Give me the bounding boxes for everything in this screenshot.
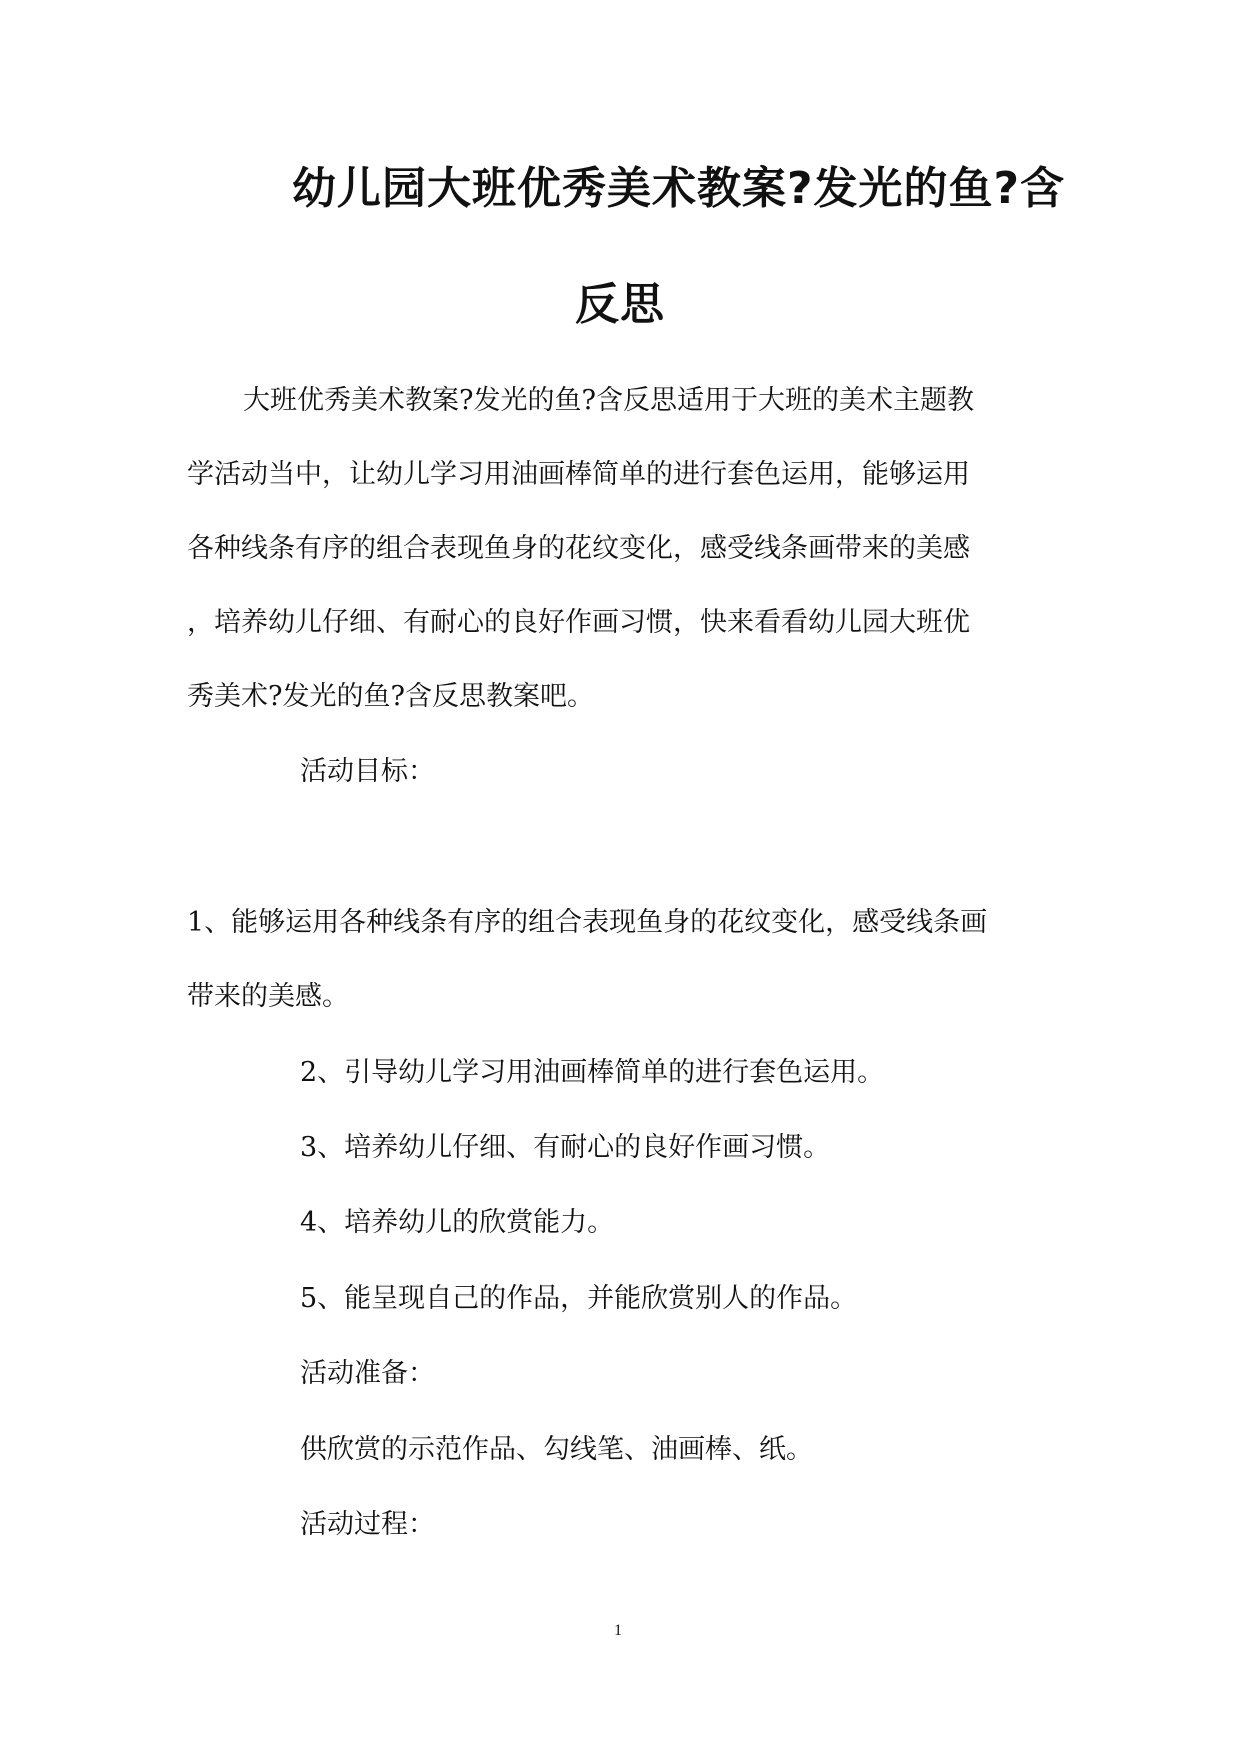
document-title-line-1: 幼儿园大班优秀美术教案?发光的鱼?含: [292, 163, 1066, 214]
goal-item-1: 1、能够运用各种线条有序的组合表现鱼身的花纹变化，感受线条画: [187, 907, 988, 938]
goal-item-2: 2、引导幼儿学习用油画棒简单的进行套色运用。: [300, 1057, 885, 1088]
goal-item-4: 4、培养幼儿的欣赏能力。: [300, 1207, 615, 1238]
intro-line: 各种线条有序的组合表现鱼身的花纹变化，感受线条画带来的美感: [187, 533, 970, 564]
process-heading: 活动过程：: [300, 1509, 435, 1540]
goals-heading: 活动目标：: [300, 756, 435, 787]
intro-line: ，培养幼儿仔细、有耐心的良好作画习惯，快来看看幼儿园大班优: [187, 607, 970, 638]
goal-item-5: 5、能呈现自己的作品，并能欣赏别人的作品。: [300, 1283, 858, 1314]
document-title-line-2: 反思: [575, 279, 665, 330]
goal-item-3: 3、培养幼儿仔细、有耐心的良好作画习惯。: [300, 1132, 831, 1163]
prep-text: 供欣赏的示范作品、勾线笔、油画棒、纸。: [300, 1434, 813, 1465]
page-number: 1: [614, 1622, 622, 1639]
intro-line: 大班优秀美术教案?发光的鱼?含反思适用于大班的美术主题教: [243, 385, 974, 416]
intro-line: 秀美术?发光的鱼?含反思教案吧。: [187, 681, 594, 712]
intro-line: 学活动当中，让幼儿学习用油画棒简单的进行套色运用，能够运用: [187, 459, 970, 490]
goal-item-1-continued: 带来的美感。: [187, 981, 349, 1012]
prep-heading: 活动准备：: [300, 1358, 435, 1389]
